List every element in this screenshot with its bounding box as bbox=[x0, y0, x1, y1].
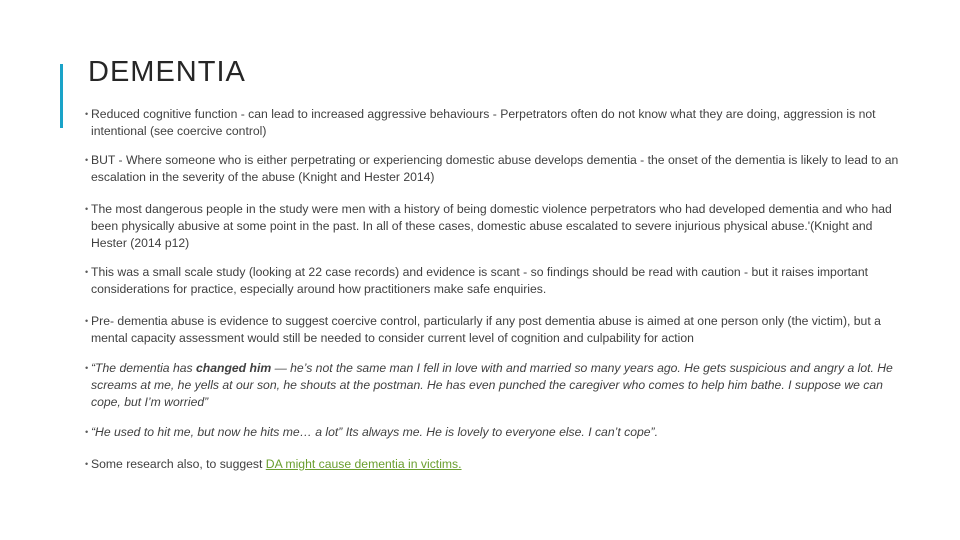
quote-rest-text: — he’s not the same man I fell in love with and married so many years ago. He gets suspicious and angry a lot. He screams at me, he yells at our son, he shouts at the postman. He has even punched the caregiver who comes to help him bathe. I suppose we can cope, but I’m worried” bbox=[91, 361, 893, 409]
bullet-most-dangerous-people bbox=[85, 201, 911, 252]
bullet-pre-dementia-abuse bbox=[85, 313, 911, 347]
title-accent-bar bbox=[60, 64, 63, 128]
bullet-marker: • bbox=[85, 155, 89, 165]
bullet-caregiver-quote bbox=[85, 360, 911, 411]
bullet-victim-quote bbox=[85, 424, 911, 441]
bullet-text: This was a small scale study (looking at 22 case records) and evidence is scant - so findings should be read with caution - but it raises important considerations for practice, especially around how practitioners make safe enquiries. bbox=[91, 265, 868, 296]
quote-open-text: “The dementia has bbox=[91, 361, 197, 375]
bullet-text: Pre- dementia abuse is evidence to suggest coercive control, particularly if any post dementia abuse is aimed at one person only (the victim), but a mental capacity assessment would still be needed to consider current level of cognition and culpability for action bbox=[91, 314, 881, 345]
bullet-marker: • bbox=[85, 109, 89, 119]
slide-title: DEMENTIA bbox=[88, 56, 246, 88]
bullet-text: Reduced cognitive function - can lead to increased aggressive behaviours - Perpetrators often do not know what they are doing, aggression is not intentional (see coercive control) bbox=[91, 107, 876, 138]
bullet-marker: • bbox=[85, 459, 89, 469]
bullet-text: Some research also, to suggest bbox=[91, 457, 266, 471]
bullet-marker: • bbox=[85, 316, 89, 326]
bullet-dementia-escalation bbox=[85, 152, 911, 186]
quote-bold-text: changed him bbox=[196, 361, 272, 375]
research-link[interactable]: DA might cause dementia in victims. bbox=[265, 457, 462, 471]
bullet-marker: • bbox=[85, 363, 89, 373]
bullet-reduced-cognitive-function bbox=[85, 106, 911, 140]
bullet-marker: • bbox=[85, 204, 89, 214]
bullet-marker: • bbox=[85, 427, 89, 437]
bullet-research-link bbox=[85, 456, 911, 473]
bullet-text: The most dangerous people in the study were men with a history of being domestic violence perpetrators who had developed dementia and who had been physically abusive at some point in the past. In all of these cases, domestic abuse escalated to severe injurious physical abuse.'(Knight and Hester (2014 p12) bbox=[91, 202, 892, 250]
bullet-text: “He used to hit me, but now he hits me… a lot” Its always me. He is lovely to everyone else. I can’t cope”. bbox=[91, 425, 658, 439]
bullet-small-scale-study bbox=[85, 264, 911, 298]
bullet-marker: • bbox=[85, 267, 89, 277]
bullet-text: BUT - Where someone who is either perpetrating or experiencing domestic abuse develops dementia - the onset of the dementia is likely to lead to an escalation in the severity of the abuse (Knight and Hester 2014) bbox=[91, 153, 899, 184]
